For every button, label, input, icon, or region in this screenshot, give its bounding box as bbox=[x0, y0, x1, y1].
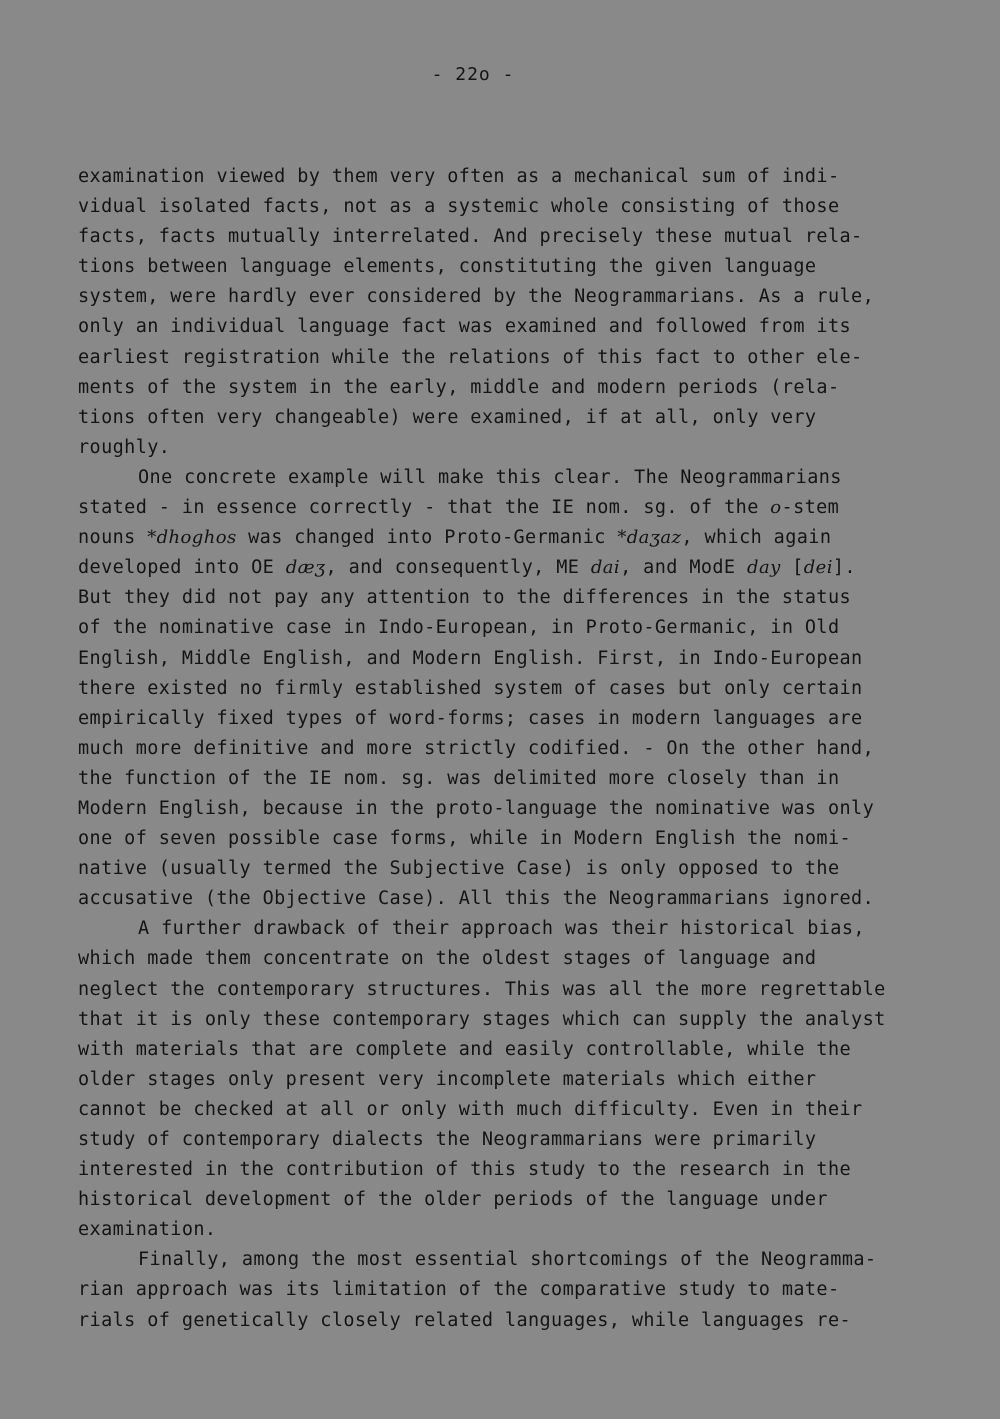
text-line: vidual isolated facts, not as a systemic whole consisting of those bbox=[78, 196, 840, 218]
text-line: rian approach was its limitation of the comparative study to mate- bbox=[78, 1279, 840, 1301]
text-line: earliest registration while the relations of this fact to other ele- bbox=[78, 346, 863, 368]
text-line: older stages only present very incomplete materials which either bbox=[78, 1068, 817, 1090]
italic-form: dai bbox=[590, 557, 621, 579]
text-line: roughly. bbox=[78, 436, 171, 458]
page-number: - 22o - bbox=[431, 64, 515, 85]
text-line: one of seven possible case forms, while in Modern English the nomi- bbox=[78, 828, 852, 850]
italic-form: dæʒ bbox=[285, 557, 326, 579]
italic-form: o bbox=[770, 497, 782, 519]
text-line: But they did not pay any attention to the differences in the status bbox=[78, 587, 852, 609]
text-line: stated - in essence correctly - that the IE nom. sg. of the o-stem bbox=[78, 497, 840, 519]
text-line: native (usually termed the Subjective Case) is only opposed to the bbox=[78, 858, 840, 880]
text-line: much more definitive and more strictly codified. - On the other hand, bbox=[78, 737, 875, 759]
text-line: the function of the IE nom. sg. was delimited more closely than in bbox=[78, 767, 840, 789]
text-line: there existed no firmly established system of cases but only certain bbox=[78, 677, 863, 699]
text-line: tions often very changeable) were examined, if at all, only very bbox=[78, 406, 817, 428]
paragraph-first-line: One concrete example will make this clear. The Neogrammarians bbox=[138, 466, 842, 488]
body-text bbox=[78, 162, 938, 1336]
text-line: examination. bbox=[78, 1219, 217, 1241]
text-line: tions between language elements, constituting the given language bbox=[78, 256, 817, 278]
italic-form: day bbox=[747, 557, 781, 579]
text-line: nouns *dhoghos was changed into Proto-Germanic *daʒaz, which again bbox=[78, 527, 832, 549]
italic-form: dei bbox=[803, 557, 833, 579]
text-line: Modern English, because in the proto-language the nominative was only bbox=[78, 797, 875, 819]
text-line: of the nominative case in Indo-European, in Proto-Germanic, in Old bbox=[78, 617, 840, 639]
text-line: English, Middle English, and Modern English. First, in Indo-European bbox=[78, 647, 863, 669]
text-line: developed into OE dæʒ, and consequently, ME dai, and ModE day [dei]. bbox=[78, 557, 856, 579]
text-line: cannot be checked at all or only with much difficulty. Even in their bbox=[78, 1098, 863, 1120]
text-line: that it is only these contemporary stages which can supply the analyst bbox=[78, 1008, 886, 1030]
text-line: accusative (the Objective Case). All this the Neogrammarians ignored. bbox=[78, 888, 875, 910]
text-line: rials of genetically closely related languages, while languages re- bbox=[78, 1309, 852, 1331]
text-line: system, were hardly ever considered by the Neogrammarians. As a rule, bbox=[78, 286, 875, 308]
text-line: ments of the system in the early, middle and modern periods (rela- bbox=[78, 376, 840, 398]
italic-form: *dhoghos bbox=[147, 527, 237, 549]
text-line: with materials that are complete and easily controllable, while the bbox=[78, 1038, 852, 1060]
text-line: facts, facts mutually interrelated. And precisely these mutual rela- bbox=[78, 226, 863, 248]
paragraph-first-line: A further drawback of their approach was their historical bias, bbox=[138, 918, 865, 940]
text-line: interested in the contribution of this study to the research in the bbox=[78, 1159, 852, 1181]
text-line: neglect the contemporary structures. This was all the more regrettable bbox=[78, 978, 886, 1000]
italic-form: *daʒaz bbox=[617, 527, 682, 549]
text-line: historical development of the older periods of the language under bbox=[78, 1189, 828, 1211]
text-line: study of contemporary dialects the Neogrammarians were primarily bbox=[78, 1129, 817, 1150]
text-line: empirically fixed types of word-forms; cases in modern languages are bbox=[78, 707, 863, 729]
text-line: only an individual language fact was examined and followed from its bbox=[78, 316, 852, 338]
text-line: which made them concentrate on the oldest stages of language and bbox=[78, 948, 817, 970]
paragraph-first-line: Finally, among the most essential shortcomings of the Neogramma- bbox=[138, 1249, 877, 1271]
text-line: examination viewed by them very often as a mechanical sum of indi- bbox=[78, 166, 840, 187]
